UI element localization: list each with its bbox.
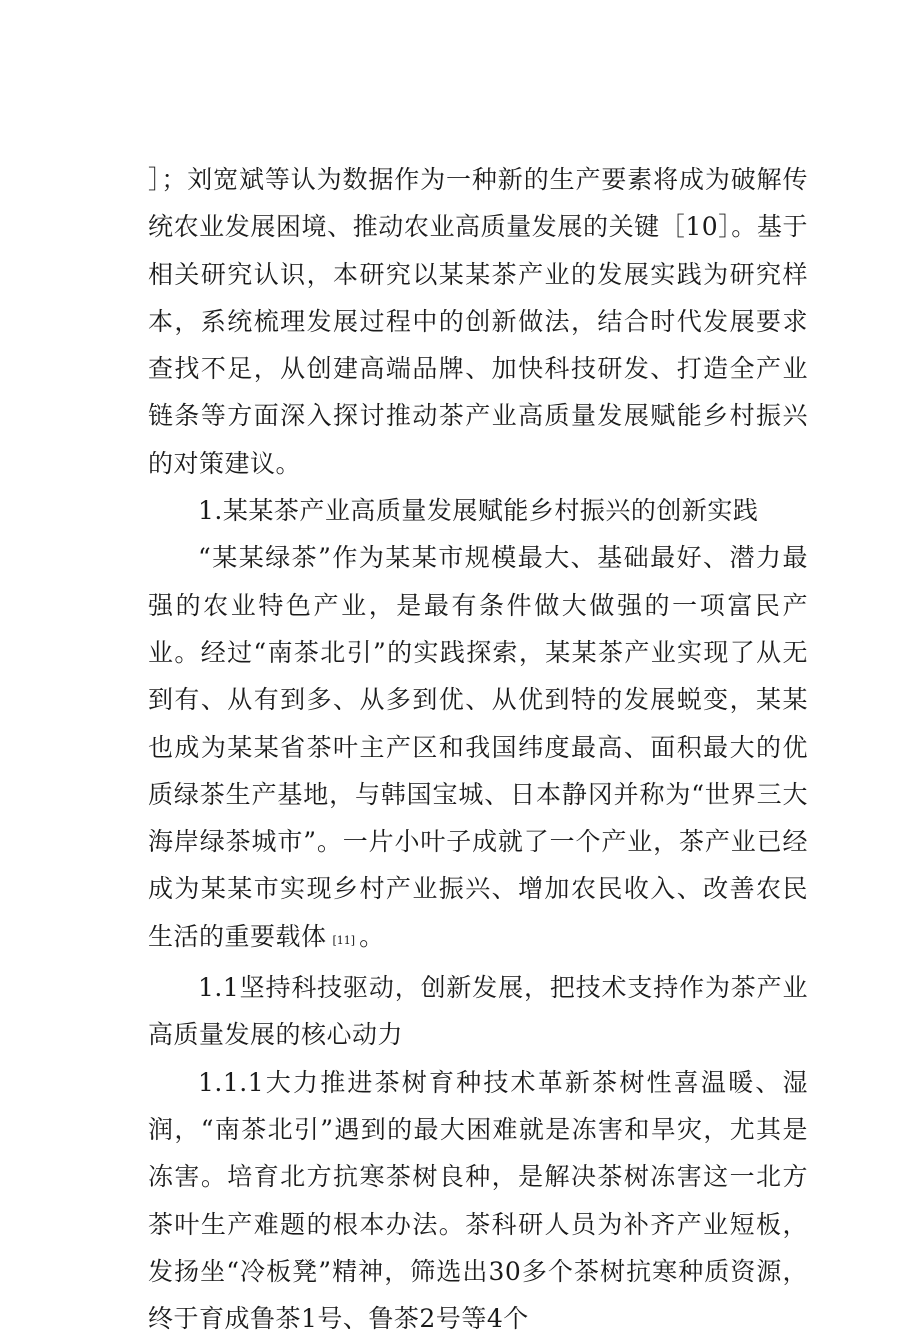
section-1-paragraph-text: “某某绿茶”作为某某市规模最大、基础最好、潜力最强的农业特色产业，是最有条件做大做强的一项富民产业。经过“南茶北引”的实践探索，某某茶产业实现了从无到有、从有到多、从多到优、从优到特的发展蜕变，某某也成为某某省茶叶主产区和我国纬度最高、面积最大的优质绿茶生产基地，与韩国宝城、日本静冈并称为“世界三大海岸绿茶城市”。一片小叶子成就了一个产业，茶产业已经成为某某市实现乡村产业振兴、增加农民收入、改善农民生活的重要载体	[148, 543, 808, 951]
section-heading-1: 1.某某茶产业高质量发展赋能乡村振兴的创新实践	[198, 496, 759, 526]
section-1-paragraph	[148, 534, 808, 964]
section-1-paragraph-end: 。	[359, 921, 385, 951]
section-1-1-1-paragraph: 1.1.1大力推进茶树育种技术革新茶树性喜温暖、湿润，“南茶北引”遇到的最大困难就是冻害和旱灾，尤其是冻害。培育北方抗寒茶树良种，是解决茶树冻害这一北方茶叶生产难题的根本办法。茶科研人员为补齐产业短板，发扬坐“冷板凳”精神，筛选出30多个茶树抗寒种质资源，终于育成鲁茶1号、鲁茶2号等4个	[148, 1067, 808, 1334]
intro-paragraph: ］；刘宽斌等认为数据作为一种新的生产要素将成为破解传统农业发展困境、推动农业高质量发展的关键［10］。基于相关研究认识，本研究以某某茶产业的发展实践为研究样本，系统梳理发展过程中的创新做法，结合时代发展要求查找不足，从创建高端品牌、加快科技研发、打造全产业链条等方面深入探讨推动茶产业高质量发展赋能乡村振兴的对策建议。	[148, 165, 808, 478]
citation-11: [11]	[332, 933, 356, 947]
section-heading-1-1: 1.1坚持科技驱动，创新发展，把技术支持作为茶产业高质量发展的核心动力	[148, 973, 808, 1050]
document-body	[148, 156, 808, 1342]
